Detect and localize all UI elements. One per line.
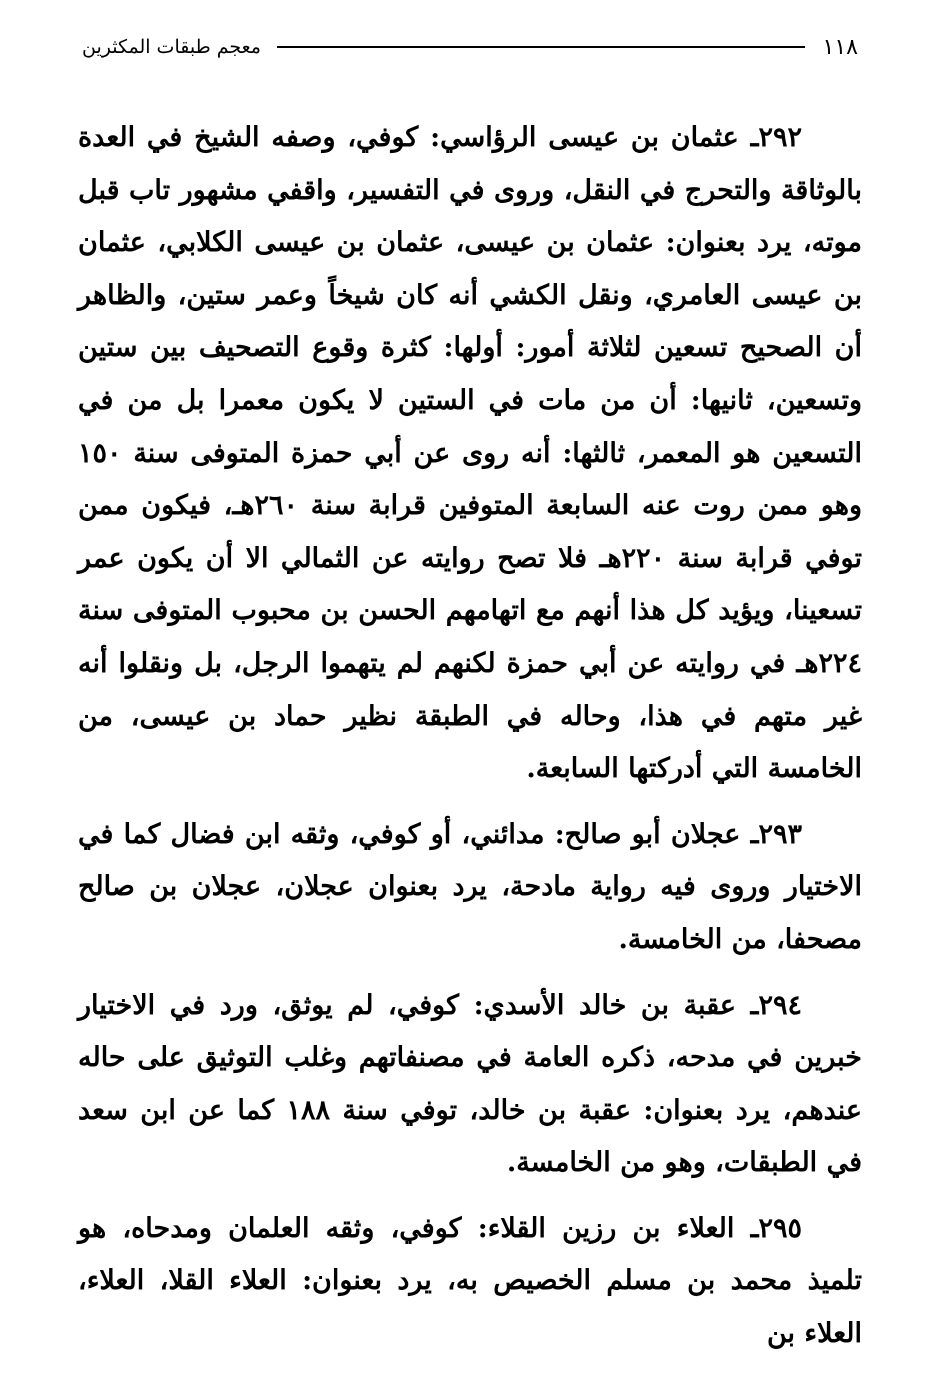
entry-text: كوفي، وثقه العلمان ومدحاه، هو تلميذ محمد بن مسلم الخصيص به، يرد بعنوان: العلاء القلا، العلاء، العلاء بن [78, 1212, 862, 1350]
entry-heading: ٢٩٣ـ عجلان أبو صالح: [554, 818, 802, 850]
entry-text: كوفي، لم يوثق، ورد في الاختيار خبرين في مدحه، ذكره العامة في مصنفاتهم وغلب التوثيق على حاله عندهم، يرد بعنوان: عقبة بن خالد، توفي سنة ١٨٨ كما عن ابن سعد في الطبقات، وهو من الخامسة. [78, 989, 862, 1179]
entry-294 [78, 980, 862, 1190]
entry-heading: ٢٩٢ـ عثمان بن عيسى الرؤاسي: [430, 122, 802, 153]
page-number: ١١٨ [822, 34, 858, 60]
entry-text: كوفي، وصفه الشيخ في العدة بالوثاقة والتحرج في النقل، وروى في التفسير، واقفي مشهور تاب قبل موته، يرد بعنوان: عثمان بن عيسى، عثمان بن عيسى الكلابي، عثمان بن عيسى العامري، ونقل الكشي أنه كان شيخاً وعمر ستين، والظاهر أن الصحيح تسعين لثلاثة أمور: أولها: كثرة وقوع التصحيف بين ستين وتسعين، ثانيها: أن من مات في الستين لا يكون معمرا بل من في التسعين هو المعمر، ثالثها: أنه روى عن أبي حمزة المتوفى سنة ١٥٠ وهو ممن روت عنه السابعة المتوفين قرابة سنة ٢٦٠هـ، فيكون ممن توفي قرابة سنة ٢٢٠هـ فلا تصح روايته عن الثمالي الا أن يكون عمر تسعينا، ويؤيد كل هذا أنهم مع اتهامهم الحسن بن محبوب المتوفى سنة ٢٢٤هـ في روايته عن أبي حمزة لكنهم لم يتهموا الرجل، بل ونقلوا أنه غير متهم في هذا، وحاله في الطبقة نظير حماد بن عيسى، من الخامسة التي أدركتها السابعة. [78, 122, 863, 785]
entry-heading: ٢٩٥ـ العلاء بن رزين القلاء: [477, 1212, 802, 1244]
page-body [78, 112, 862, 1374]
book-title: معجم طبقات المكثرين [82, 36, 261, 58]
entry-292 [78, 112, 862, 796]
entry-293 [78, 809, 862, 967]
entry-text: مدائني، أو كوفي، وثقه ابن فضال كما في الاختيار وروى فيه رواية مادحة، يرد بعنوان عجلان، عجلان بن صالح مصحفا، من الخامسة. [78, 818, 862, 955]
running-header [82, 30, 858, 64]
header-rule [277, 46, 805, 48]
entry-heading: ٢٩٤ـ عقبة بن خالد الأسدي: [473, 989, 802, 1021]
entry-295 [78, 1203, 862, 1361]
